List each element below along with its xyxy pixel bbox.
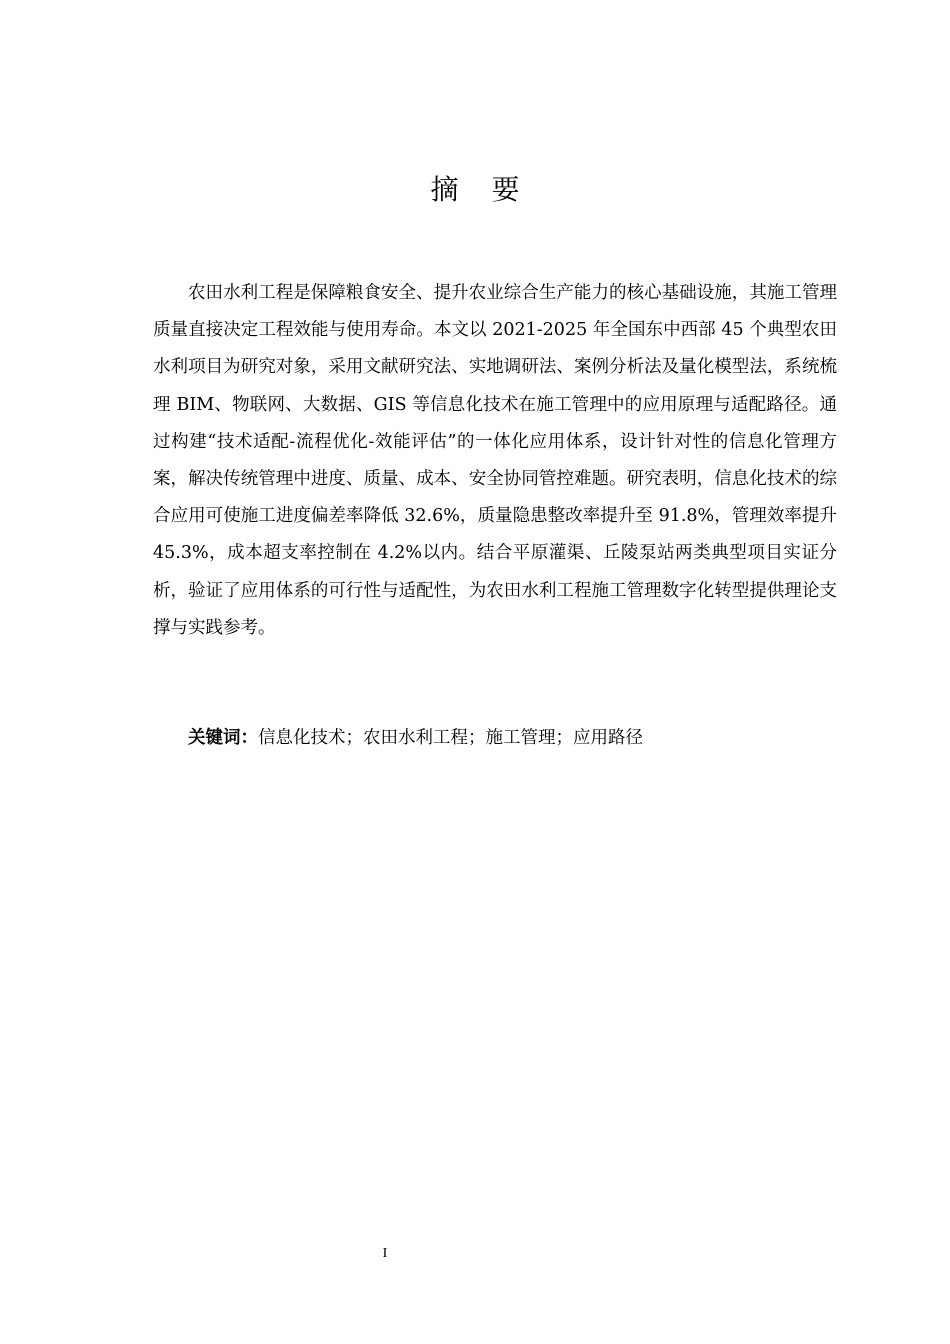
abstract-title: 摘 要	[430, 173, 532, 206]
keywords-label: 关键词：	[188, 728, 258, 748]
abstract-body: 农田水利工程是保障粮食安全、提升农业综合生产能力的核心基础设施，其施工管理质量直接决定工程效能与使用寿命。本文以 2021-2025 年全国东中西部 45 个典型农田水利项目为研究对象，采用文献研究法、实地调研法、案例分析法及量化模型法，系统梳理 BIM、物联网、大数据、GIS 等信息化技术在施工管理中的应用原理与适配路径。通过构建“技术适配-流程优化-效能评估”的一体化应用体系，设计针对性的信息化管理方案，解决传统管理中进度、质量、成本、安全协同管控难题。研究表明，信息化技术的综合应用可使施工进度偏差率降低 32.6%，质量隐患整改率提升至 91.8%，管理效率提升 45.3%，成本超支率控制在 4.2%以内。结合平原灌渠、丘陵泵站两类典型项目实证分析，验证了应用体系的可行性与适配性，为农田水利工程施工管理数字化转型提供理论支撑与实践参考。	[153, 283, 837, 638]
page-number: I	[382, 1246, 388, 1261]
keywords-line	[188, 720, 838, 757]
keywords-text: 信息化技术；农田水利工程；施工管理；应用路径	[258, 728, 643, 748]
